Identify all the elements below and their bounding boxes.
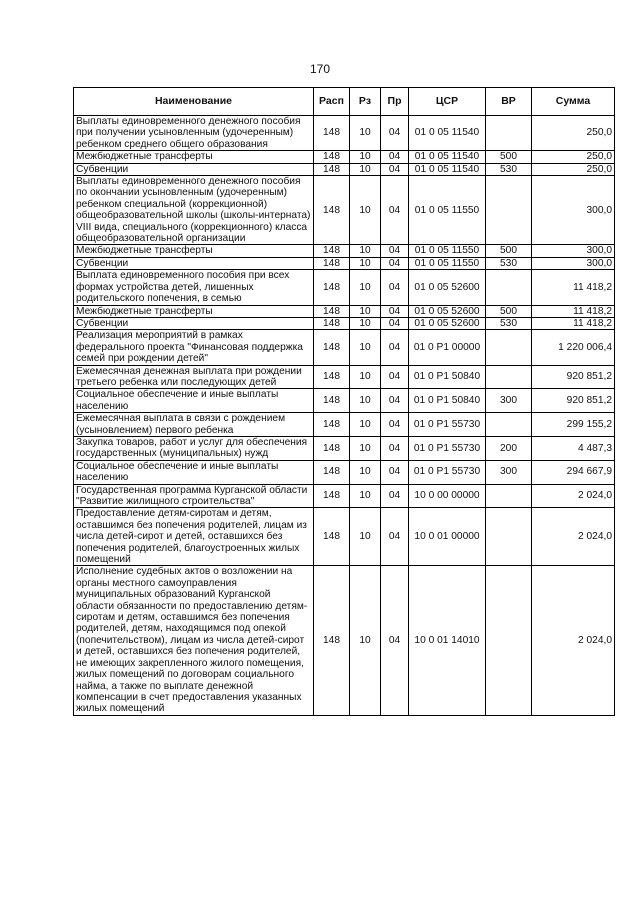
row-rasp: 148 — [314, 163, 350, 175]
page-number: 170 — [309, 62, 331, 76]
row-csr: 01 0 P1 55730 — [409, 460, 486, 484]
table-row — [74, 176, 615, 245]
row-pr: 04 — [381, 270, 409, 305]
table-row — [74, 116, 615, 151]
row-pr: 04 — [381, 389, 409, 413]
row-rz: 10 — [350, 163, 381, 175]
row-sum: 11 418,2 — [532, 317, 615, 329]
header-rz: Рз — [350, 88, 381, 116]
row-name: Исполнение судебных актов о возложении на органы местного самоуправления муниципальных образований Курганской области обязанности по предоставлению детям-сиротам и детям, оставшимся без попечения родителей, детям, находящимся под опекой (попечительством), лицам из числа детей-сирот и детей, оставшихся без попечения родителей, не имеющих закрепленного жилого помещения, жилых помещений по договорам социального найма, а также по выплате денежной компенсации в счет предоставления указанных жилых помещений — [74, 566, 314, 715]
header-vr: ВР — [486, 88, 532, 116]
row-sum: 1 220 006,4 — [532, 330, 615, 365]
row-pr: 04 — [381, 508, 409, 566]
row-vr: 530 — [486, 257, 532, 269]
row-pr: 04 — [381, 116, 409, 151]
row-vr — [486, 176, 532, 245]
header-rasp: Расп — [314, 88, 350, 116]
row-pr: 04 — [381, 163, 409, 175]
table-row — [74, 305, 615, 317]
row-rasp: 148 — [314, 365, 350, 389]
row-name: Ежемесячная денежная выплата при рождении третьего ребенка или последующих детей — [74, 365, 314, 389]
row-csr: 01 0 P1 00000 — [409, 330, 486, 365]
row-rz: 10 — [350, 116, 381, 151]
row-rz: 10 — [350, 436, 381, 460]
row-csr: 01 0 P1 50840 — [409, 365, 486, 389]
row-csr: 01 0 05 11540 — [409, 163, 486, 175]
row-sum: 250,0 — [532, 163, 615, 175]
row-name: Предоставление детям-сиротам и детям, оставшимся без попечения родителей, лицам из числа детей-сирот и детей, оставшихся без попечения родителей, благоустроенных жилых помещений — [74, 508, 314, 566]
row-rz: 10 — [350, 365, 381, 389]
table-row — [74, 413, 615, 437]
row-name: Государственная программа Курганской области "Развитие жилищного строительства" — [74, 484, 314, 508]
table-row — [74, 365, 615, 389]
row-rz: 10 — [350, 566, 381, 715]
table-row — [74, 389, 615, 413]
row-rasp: 148 — [314, 317, 350, 329]
row-rasp: 148 — [314, 257, 350, 269]
header-name: Наименование — [74, 88, 314, 116]
table-row — [74, 436, 615, 460]
row-name: Субвенции — [74, 163, 314, 175]
row-rasp: 148 — [314, 566, 350, 715]
table-row — [74, 484, 615, 508]
row-name: Межбюджетные трансферты — [74, 151, 314, 163]
table-header-row — [74, 88, 615, 116]
row-vr — [486, 566, 532, 715]
row-pr: 04 — [381, 484, 409, 508]
table-row — [74, 270, 615, 305]
row-csr: 10 0 00 00000 — [409, 484, 486, 508]
row-vr — [486, 330, 532, 365]
row-pr: 04 — [381, 317, 409, 329]
row-pr: 04 — [381, 330, 409, 365]
row-csr: 01 0 P1 55730 — [409, 413, 486, 437]
row-csr: 01 0 05 11540 — [409, 116, 486, 151]
row-csr: 01 0 P1 55730 — [409, 436, 486, 460]
row-rz: 10 — [350, 317, 381, 329]
row-sum: 920 851,2 — [532, 389, 615, 413]
row-vr: 500 — [486, 151, 532, 163]
row-pr: 04 — [381, 305, 409, 317]
row-rz: 10 — [350, 151, 381, 163]
row-pr: 04 — [381, 365, 409, 389]
row-sum: 2 024,0 — [532, 508, 615, 566]
row-csr: 01 0 05 11550 — [409, 176, 486, 245]
row-name: Выплата единовременного пособия при всех формах устройства детей, лишенных родительского попечения, в семью — [74, 270, 314, 305]
row-rz: 10 — [350, 305, 381, 317]
row-name: Межбюджетные трансферты — [74, 305, 314, 317]
row-csr: 01 0 05 11550 — [409, 257, 486, 269]
row-sum: 11 418,2 — [532, 270, 615, 305]
row-name: Социальное обеспечение и иные выплаты населению — [74, 389, 314, 413]
row-vr: 300 — [486, 460, 532, 484]
row-vr: 300 — [486, 389, 532, 413]
row-pr: 04 — [381, 413, 409, 437]
row-vr — [486, 365, 532, 389]
row-rz: 10 — [350, 270, 381, 305]
row-vr — [486, 484, 532, 508]
row-rasp: 148 — [314, 116, 350, 151]
table-row — [74, 317, 615, 329]
row-rasp: 148 — [314, 270, 350, 305]
header-csr: ЦСР — [409, 88, 486, 116]
table-row — [74, 163, 615, 175]
row-sum: 250,0 — [532, 151, 615, 163]
row-rasp: 148 — [314, 176, 350, 245]
row-csr: 01 0 05 11540 — [409, 151, 486, 163]
row-vr: 500 — [486, 305, 532, 317]
row-sum: 294 667,9 — [532, 460, 615, 484]
row-name: Реализация мероприятий в рамках федерального проекта "Финансовая поддержка семей при рождении детей" — [74, 330, 314, 365]
row-csr: 10 0 01 14010 — [409, 566, 486, 715]
row-name: Субвенции — [74, 257, 314, 269]
row-rasp: 148 — [314, 151, 350, 163]
row-rz: 10 — [350, 176, 381, 245]
header-sum: Сумма — [532, 88, 615, 116]
row-name: Выплаты единовременного денежного пособия при получении усыновленным (удочеренным) ребенком среднего общего образования — [74, 116, 314, 151]
row-sum: 250,0 — [532, 116, 615, 151]
row-csr: 10 0 01 00000 — [409, 508, 486, 566]
row-sum: 299 155,2 — [532, 413, 615, 437]
row-rz: 10 — [350, 413, 381, 437]
row-pr: 04 — [381, 257, 409, 269]
row-sum: 2 024,0 — [532, 484, 615, 508]
table-row — [74, 257, 615, 269]
table-row — [74, 508, 615, 566]
row-vr — [486, 270, 532, 305]
row-sum: 11 418,2 — [532, 305, 615, 317]
row-csr: 01 0 05 11550 — [409, 245, 486, 257]
row-pr: 04 — [381, 176, 409, 245]
table-row — [74, 566, 615, 715]
row-rz: 10 — [350, 484, 381, 508]
row-vr — [486, 413, 532, 437]
row-vr — [486, 116, 532, 151]
row-csr: 01 0 P1 50840 — [409, 389, 486, 413]
row-pr: 04 — [381, 245, 409, 257]
row-rasp: 148 — [314, 413, 350, 437]
row-sum: 300,0 — [532, 176, 615, 245]
table-row — [74, 330, 615, 365]
row-name: Закупка товаров, работ и услуг для обеспечения государственных (муниципальных) нужд — [74, 436, 314, 460]
row-vr: 530 — [486, 163, 532, 175]
row-rasp: 148 — [314, 508, 350, 566]
row-pr: 04 — [381, 151, 409, 163]
row-rasp: 148 — [314, 389, 350, 413]
table-row — [74, 460, 615, 484]
row-vr: 200 — [486, 436, 532, 460]
row-vr: 500 — [486, 245, 532, 257]
row-sum: 4 487,3 — [532, 436, 615, 460]
row-rz: 10 — [350, 460, 381, 484]
row-sum: 920 851,2 — [532, 365, 615, 389]
row-sum: 300,0 — [532, 245, 615, 257]
row-rz: 10 — [350, 389, 381, 413]
row-pr: 04 — [381, 436, 409, 460]
row-vr: 530 — [486, 317, 532, 329]
row-sum: 2 024,0 — [532, 566, 615, 715]
row-name: Ежемесячная выплата в связи с рождением (усыновлением) первого ребенка — [74, 413, 314, 437]
row-rasp: 148 — [314, 245, 350, 257]
table-row — [74, 245, 615, 257]
row-rasp: 148 — [314, 484, 350, 508]
row-pr: 04 — [381, 566, 409, 715]
row-rz: 10 — [350, 257, 381, 269]
row-vr — [486, 508, 532, 566]
header-pr: Пр — [381, 88, 409, 116]
row-csr: 01 0 05 52600 — [409, 317, 486, 329]
row-name: Межбюджетные трансферты — [74, 245, 314, 257]
row-rasp: 148 — [314, 460, 350, 484]
row-rz: 10 — [350, 245, 381, 257]
row-pr: 04 — [381, 460, 409, 484]
row-sum: 300,0 — [532, 257, 615, 269]
row-rasp: 148 — [314, 436, 350, 460]
row-rz: 10 — [350, 330, 381, 365]
table-row — [74, 151, 615, 163]
budget-table — [73, 87, 615, 716]
row-csr: 01 0 05 52600 — [409, 270, 486, 305]
row-name: Выплаты единовременного денежного пособия по окончании усыновленным (удочеренным) ребенком специальной (коррекционной) общеобразовательной школы (школы-интерната) VIII вида, специального (коррекционного) класса общеобразовательной организации — [74, 176, 314, 245]
row-name: Субвенции — [74, 317, 314, 329]
row-csr: 01 0 05 52600 — [409, 305, 486, 317]
row-rasp: 148 — [314, 305, 350, 317]
row-name: Социальное обеспечение и иные выплаты населению — [74, 460, 314, 484]
row-rz: 10 — [350, 508, 381, 566]
row-rasp: 148 — [314, 330, 350, 365]
